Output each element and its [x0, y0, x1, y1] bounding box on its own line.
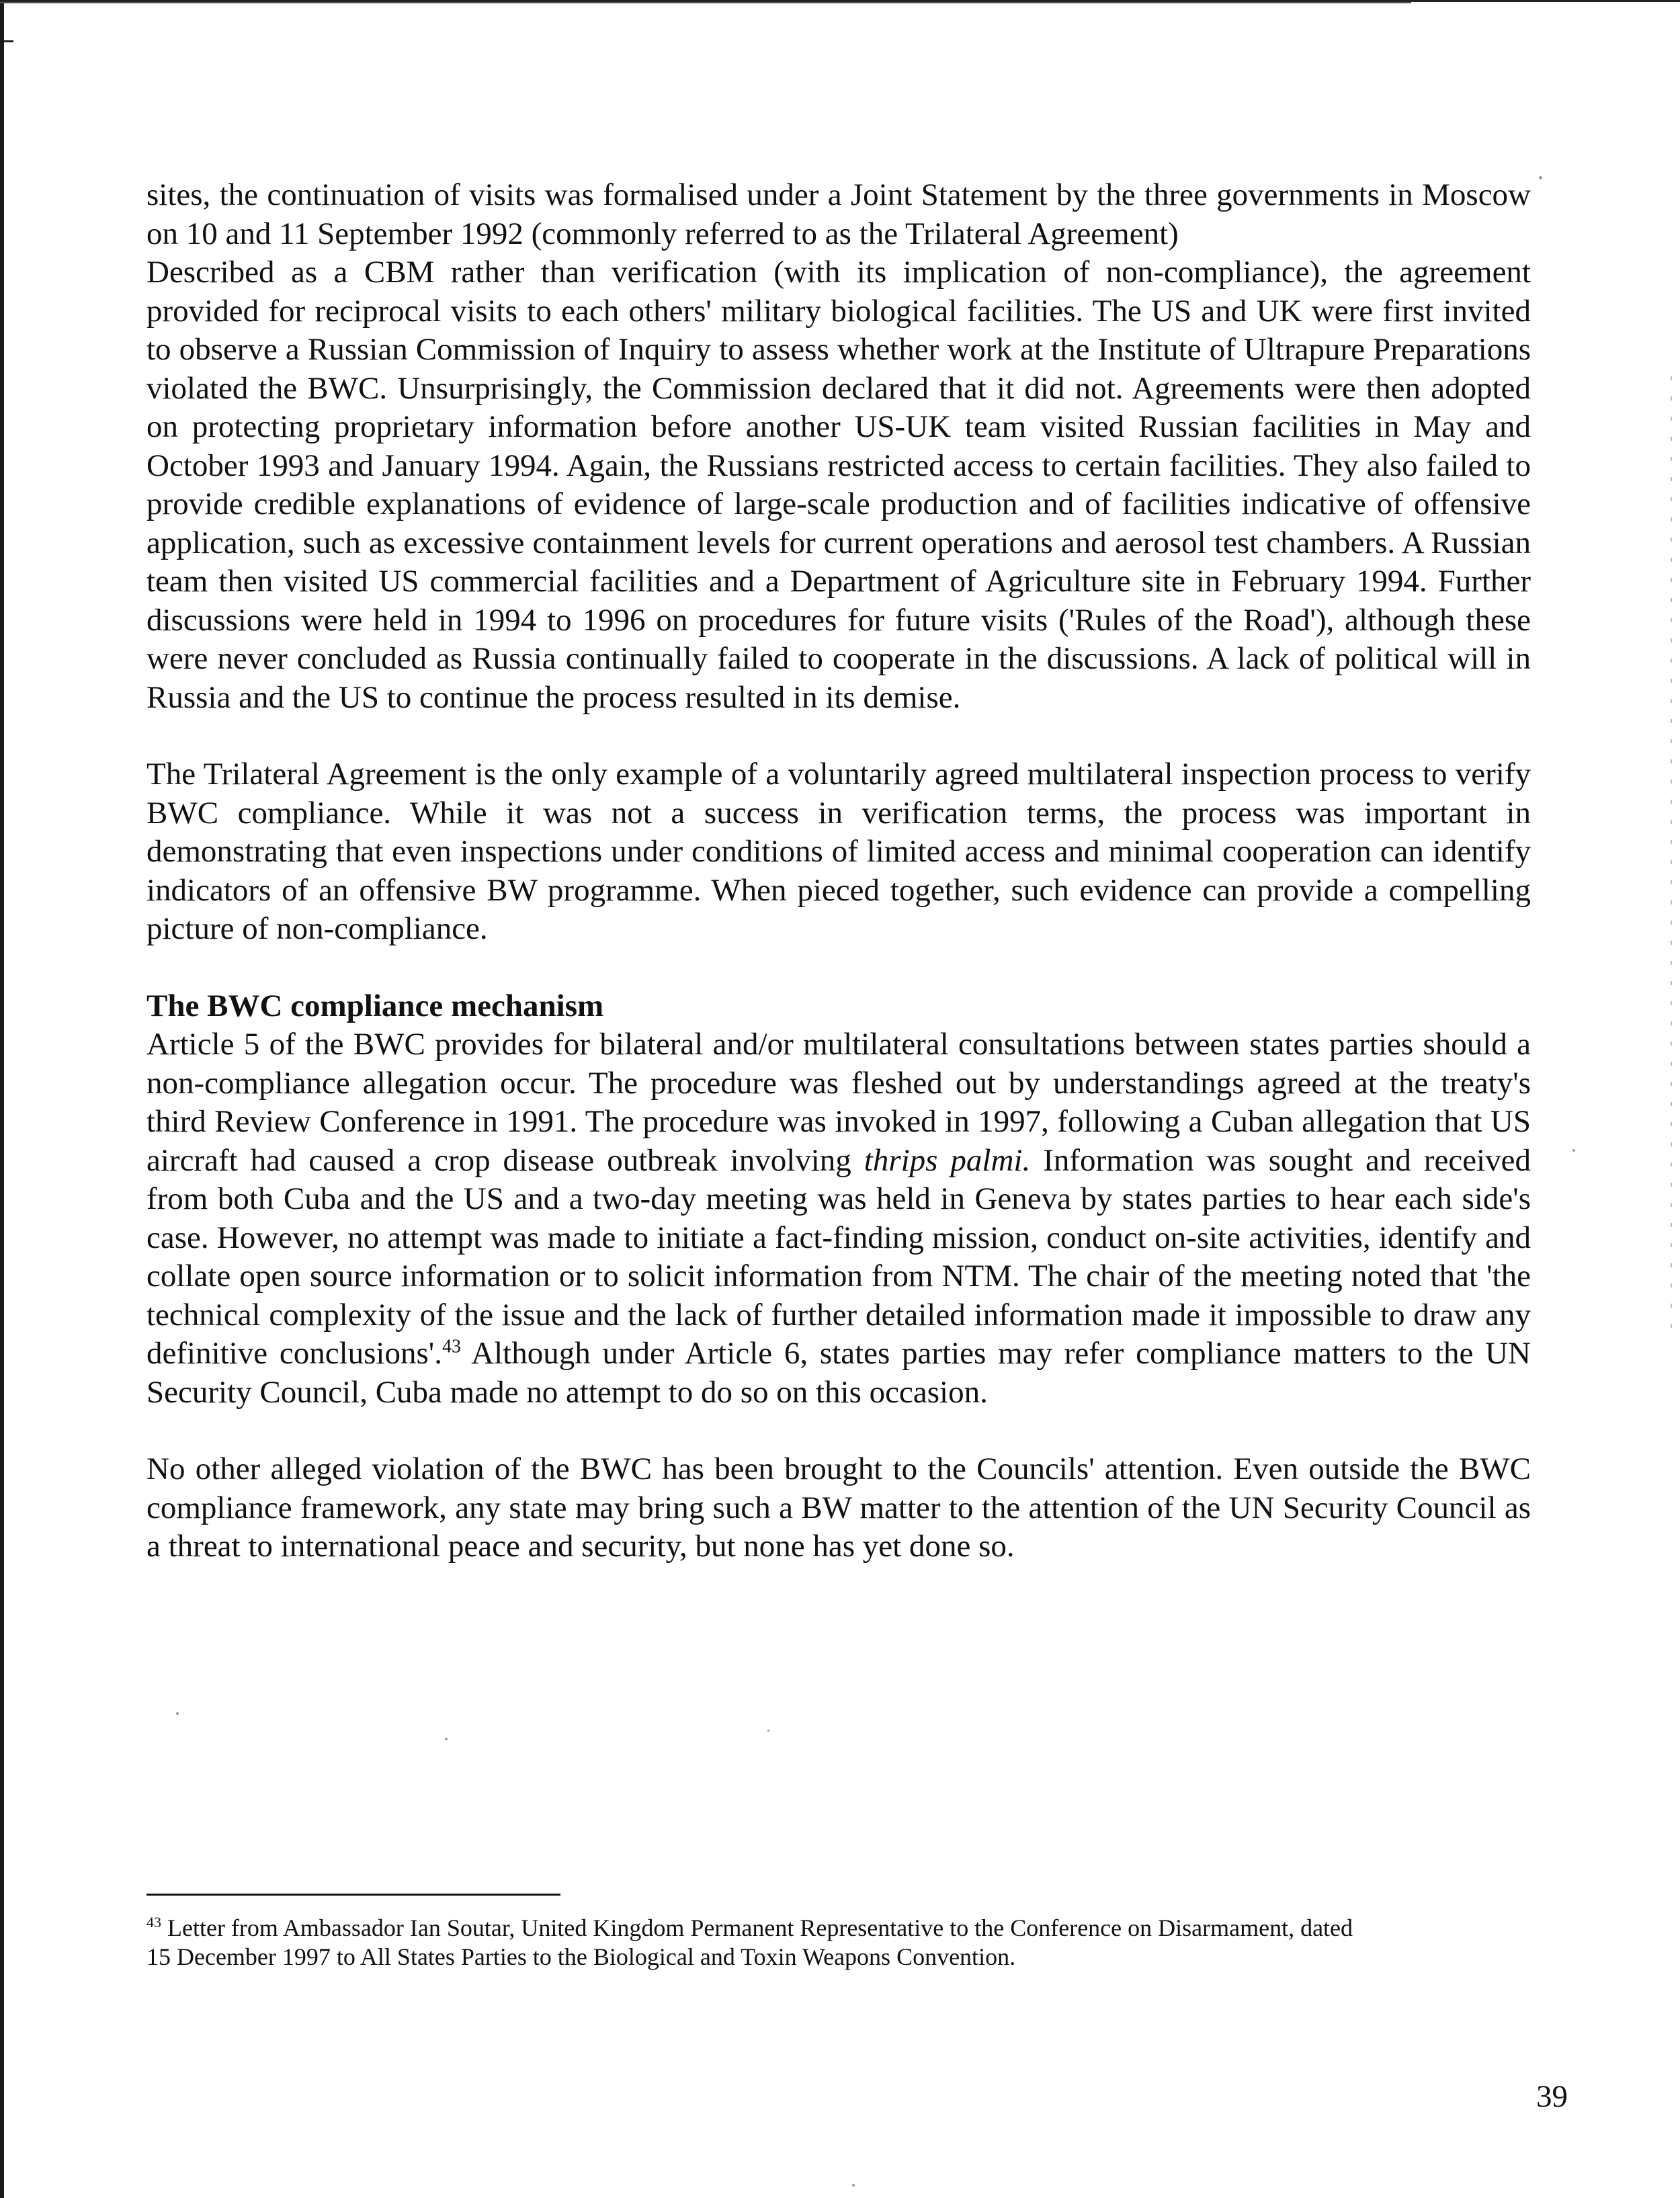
scan-corner-mark — [4, 40, 13, 42]
footnote — [146, 1914, 1376, 1972]
section-heading: The BWC compliance mechanism — [146, 988, 604, 1023]
paragraph-lead-text: sites, the continuation of visits was formalised under a Joint Statement by the three governments in Moscow on 10 and 11 September 1992 (commonly referred to as the Trilateral Agreement) — [146, 177, 1531, 251]
paragraph-trilateral-assessment: The Trilateral Agreement is the only example of a voluntarily agreed multilateral inspection process to verify BWC compliance. While it was not a success in verification terms, the process was important in demonstrating that even inspections under conditions of limited access and minimal cooperation can identify indicators of an offensive BW programme. When pieced together, such evidence can provide a compelling picture of non-compliance. — [146, 757, 1531, 946]
scan-speck — [445, 1738, 448, 1740]
scan-left-edge — [0, 0, 4, 2198]
scan-right-noise — [1671, 376, 1672, 1330]
footnote-separator — [146, 1894, 560, 1896]
footnote-number: 43 — [146, 1914, 161, 1931]
footnote-text: Letter from Ambassador Ian Soutar, United Kingdom Permanent Representative to the Conference on Disarmament, dated 15 December 1997 to All States Parties to the Biological and Toxin Weapons Convention. — [146, 1914, 1353, 1970]
paragraph-compliance-mechanism — [146, 1025, 1531, 1412]
scan-top-edge-shade — [0, 2, 1411, 3]
paragraph-text-part-c: Although under Article 6, states parties may refer compliance matters to the UN Security Council, Cuba made no attempt to do so on this occasion. — [146, 1336, 1531, 1410]
species-name-italic: thrips palmi. — [864, 1142, 1031, 1178]
scan-speck — [176, 1712, 179, 1715]
page-body — [146, 176, 1531, 1566]
scan-speck — [767, 1730, 769, 1732]
paragraph-body-text: Described as a CBM rather than verification (with its implication of non-compliance), the agreement provided for reciprocal visits to each others' military biological facilities. The US and UK were first invited to observe a Russian Commission of Inquiry to assess whether work at the Institute of Ultrapure Preparations violated the BWC. Unsurprisingly, the Commission declared that it did not. Agreements were then adopted on protecting proprietary information before another US-UK team visited Russian facilities in May and October 1993 and January 1994. Again, the Russians restricted access to certain facilities. They also failed to provide credible explanations of evidence of large-scale production and of facilities indicative of offensive application, such as excessive containment levels for current operations and aerosol test chambers. A Russian team then visited US commercial facilities and a Department of Agriculture site in February 1994. Further discussions were held in 1994 to 1996 on procedures for future visits ('Rules of the Road'), although these were never concluded as Russia continually failed to cooperate in the discussions. A lack of political will in Russia and the US to continue the process resulted in its demise. — [146, 255, 1531, 715]
scan-speck — [1539, 176, 1542, 179]
scan-speck — [852, 2184, 855, 2187]
paragraph-text-part-b: Information was sought and received from both Cuba and the US and a two-day meeting was held in Geneva by states parties to hear each side's case. However, no attempt was made to initiate a fact-finding mission, conduct on-site activities, identify and collate open source information or to solicit information from NTM. The chair of the meeting noted that 'the technical complexity of the issue and the lack of further detailed information made it impossible to draw any definitive conclusions'. — [146, 1142, 1531, 1371]
paragraph-trilateral-visits — [146, 176, 1531, 717]
scan-speck — [1572, 1149, 1575, 1152]
paragraph-text-part-a: Article 5 of the BWC provides for bilateral and/or multilateral consultations between states parties should a non-compliance allegation occur. The procedure was fleshed out by understandings agreed at the treaty's third Review Conference in 1991. The procedure was invoked in 1997, following a Cuban allegation that US aircraft had caused a crop disease outbreak involving — [146, 1027, 1531, 1178]
footnote-reference[interactable]: 43 — [442, 1336, 461, 1357]
page-number: 39 — [1536, 2079, 1568, 2114]
paragraph-no-other-violation: No other alleged violation of the BWC has been brought to the Councils' attention. Even outside the BWC compliance framework, any state may bring such a BW matter to the attention of the UN Security Council as a threat to international peace and security, but none has yet done so. — [146, 1451, 1531, 1564]
